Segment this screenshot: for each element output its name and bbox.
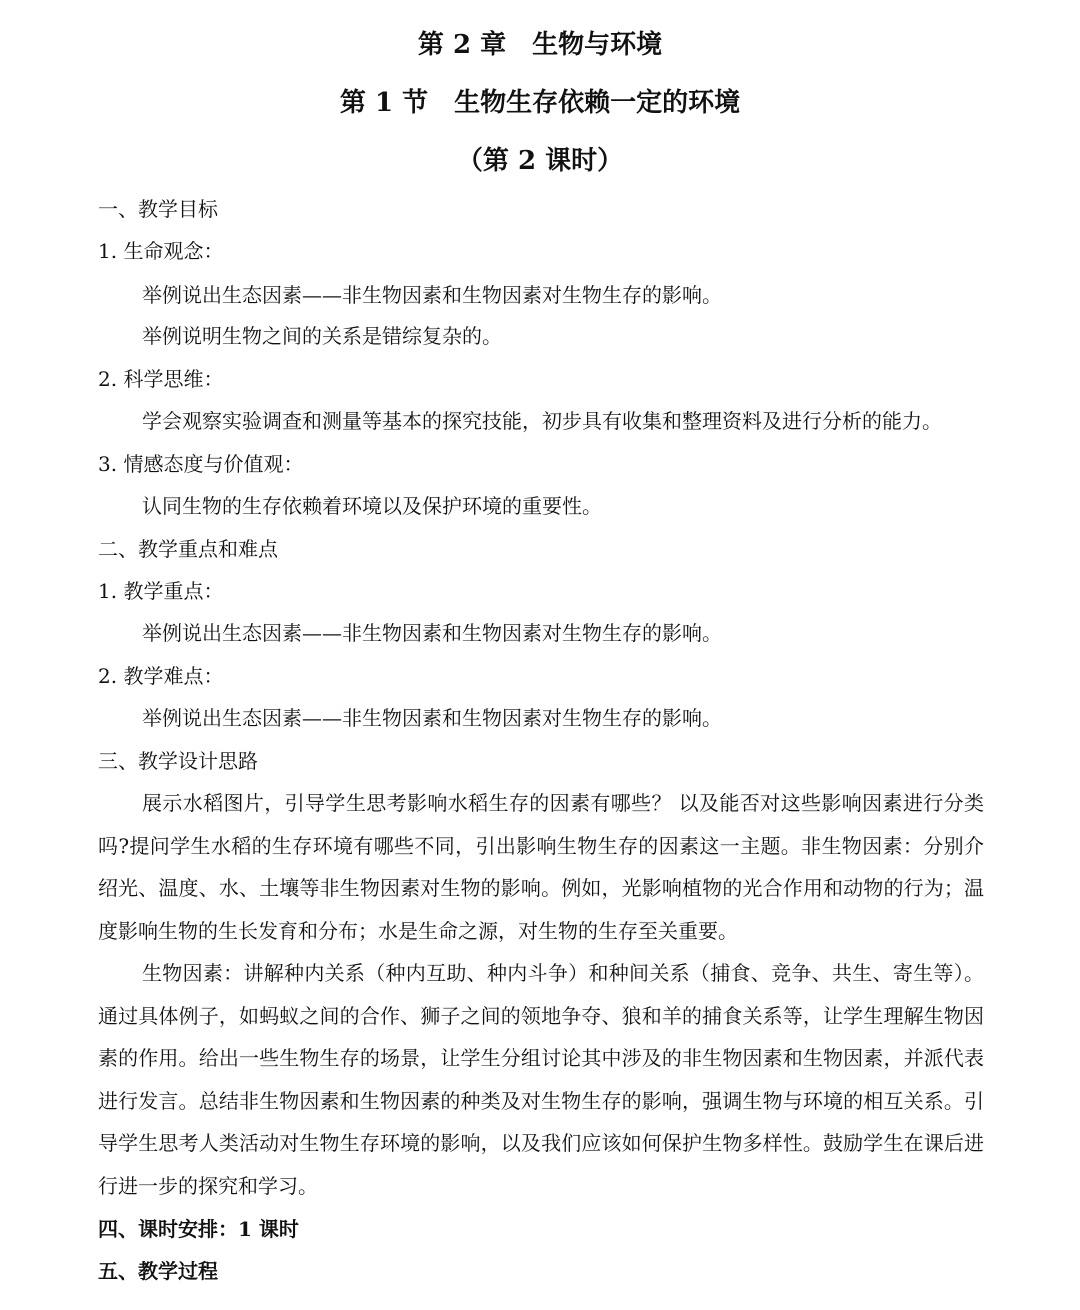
lesson-title: （第 2 课时）: [456, 146, 624, 176]
life-view-item-2: 举例说明生物之间的关系是错综复杂的。: [142, 324, 502, 348]
life-view-label: 1. 生命观念：: [98, 239, 224, 263]
science-thinking-text: 学会观察实验调查和测量等基本的探究技能，初步具有收集和整理资料及进行分析的能力。: [142, 409, 942, 433]
objectives-heading: 一、教学目标: [98, 197, 218, 221]
section-title: 第 1 节 生物生存依赖一定的环境: [339, 88, 741, 118]
focus-label: 1. 教学重点：: [98, 579, 224, 603]
focus-text: 举例说出生态因素——非生物因素和生物因素对生物生存的影响。: [142, 621, 722, 645]
schedule-heading: 四、课时安排：1 课时: [98, 1217, 299, 1241]
chapter-title: 第 2 章 生物与环境: [417, 30, 663, 60]
key-points-heading: 二、教学重点和难点: [98, 537, 278, 561]
science-thinking-label: 2. 科学思维：: [98, 367, 224, 391]
design-paragraph-2: 生物因素：讲解种内关系（种内互助、种内斗争）和种间关系（捕食、竞争、共生、寄生等）。通过具体例子，如蚂蚁之间的合作、狮子之间的领地争夺、狼和羊的捕食关系等，让学生理解生物因素的作用。给出一些生物生存的场景，让学生分组讨论其中涉及的非生物因素和生物因素，并派代表进行发言。总结非生物因素和生物因素的种类及对生物生存的影响，强调生物与环境的相互关系。引导学生思考人类活动对生物生存环境的影响，以及我们应该如何保护生物多样性。鼓励学生在课后进行进一步的探究和学习。: [98, 961, 984, 1198]
difficulty-text: 举例说出生态因素——非生物因素和生物因素对生物生存的影响。: [142, 706, 722, 730]
design-paragraph-1: 展示水稻图片，引导学生思考影响水稻生存的因素有哪些？ 以及能否对这些影响因素进行分类吗?提问学生水稻的生存环境有哪些不同，引出影响生物生存的因素这一主题。非生物因素：分别介绍光、温度、水、土壤等非生物因素对生物的影响。例如，光影响植物的光合作用和动物的行为；温度影响生物的生长发育和分布；水是生命之源，对生物的生存至关重要。: [98, 791, 984, 943]
process-heading: 五、教学过程: [98, 1259, 218, 1283]
design-heading: 三、教学设计思路: [98, 749, 258, 773]
life-view-item-1: 举例说出生态因素——非生物因素和生物因素对生物生存的影响。: [142, 283, 722, 307]
attitude-label: 3. 情感态度与价值观：: [98, 452, 304, 476]
attitude-text: 认同生物的生存依赖着环境以及保护环境的重要性。: [142, 494, 602, 518]
difficulty-label: 2. 教学难点：: [98, 664, 224, 688]
